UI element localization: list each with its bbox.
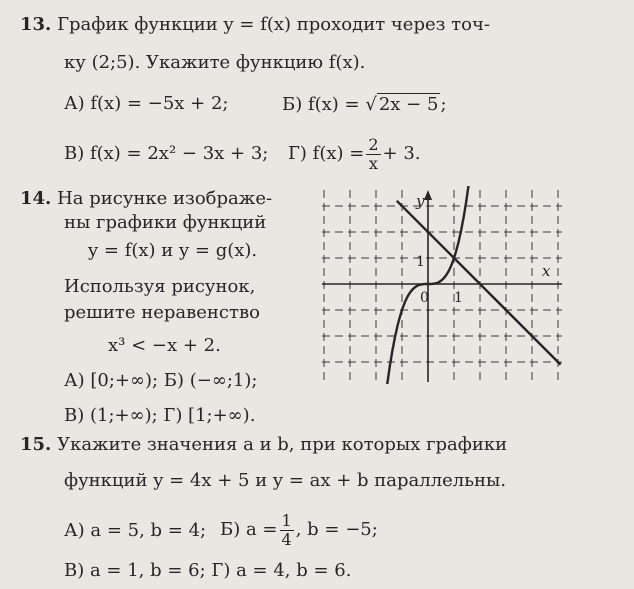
option-g-tail: + 3. (382, 143, 421, 164)
problem-13-option-a: А) f(x) = −5x + 2; (64, 93, 229, 114)
option-b-tail: , b = −5; (295, 519, 378, 540)
x-axis-label: x (542, 262, 551, 280)
problem-13-option-b: Б) f(x) = √ 2x − 5 ; (282, 94, 447, 115)
problem-13-line-1 (20, 14, 490, 36)
problem-14-inequality: x³ < −x + 2. (108, 335, 221, 356)
option-b-fraction (280, 512, 294, 549)
graph-g-line (397, 201, 561, 365)
fraction-numerator: 2 (368, 134, 379, 154)
problem-13-text-1: График функции y = f(x) проходит через точ- (57, 14, 490, 35)
option-b-label: Б) f(x) = (282, 94, 360, 115)
problem-15-line-1 (20, 434, 507, 456)
y-axis-label: y (416, 192, 425, 210)
problem-14-line-1 (20, 188, 272, 210)
problem-15-number: 15. (20, 434, 52, 455)
problem-15-option-b (220, 508, 378, 552)
problem-13-line-2: ку (2;5). Укажите функцию f(x). (64, 52, 366, 73)
problem-13-option-g (288, 134, 421, 174)
problem-14-line-3: y = f(x) и y = g(x). (88, 240, 258, 261)
option-b-radicand: 2x − 5 (378, 94, 439, 115)
option-b-label: Б) a = (220, 519, 278, 540)
dashed-grid (322, 190, 562, 382)
problem-14-number: 14. (20, 188, 52, 209)
problem-14-options-vg: В) (1;+∞); Г) [1;+∞). (64, 405, 256, 426)
problem-14-options-ab: А) [0;+∞); Б) (−∞;1); (64, 370, 258, 391)
function-graph (318, 186, 566, 384)
problem-13-option-v: В) f(x) = 2x² − 3x + 3; (64, 143, 269, 164)
problem-14-text-1: На рисунке изображе- (57, 188, 273, 209)
problem-15-options-vg: В) a = 1, b = 6; Г) a = 4, b = 6. (64, 560, 352, 581)
problem-15-line-2: функций y = 4x + 5 и y = ax + b параллельны. (64, 470, 507, 491)
fraction-denominator: 4 (281, 529, 292, 549)
origin-label: 0 (420, 290, 429, 306)
option-g-fraction (366, 136, 380, 173)
x-unit-label: 1 (454, 290, 463, 306)
problem-14-line-2: ны графики функций (64, 212, 267, 233)
option-g-label: Г) f(x) = (288, 143, 365, 164)
problem-14-line-4: Используя рисунок, (64, 276, 256, 297)
fraction-numerator: 1 (281, 510, 292, 530)
fraction-denominator: x (368, 153, 378, 173)
problem-13-number: 13. (20, 14, 52, 35)
coordinate-axes (322, 190, 562, 382)
option-b-tail: ; (440, 94, 447, 115)
problem-15-text-1: Укажите значения a и b, при которых графики (57, 434, 508, 455)
problem-14-line-5: решите неравенство (64, 302, 260, 323)
y-unit-label: 1 (416, 254, 425, 270)
problem-15-option-a: А) a = 5, b = 4; (64, 520, 207, 541)
y-axis-arrow-icon (424, 190, 432, 200)
